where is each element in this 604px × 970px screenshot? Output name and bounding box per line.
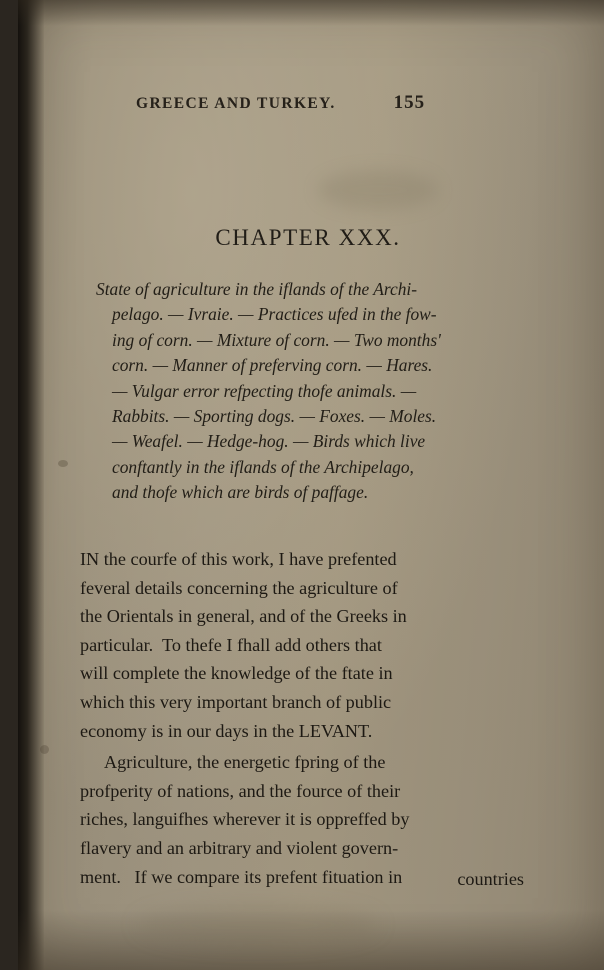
- body-text: [80, 545, 524, 891]
- body-line: profperity of nations, and the fource of their: [80, 780, 401, 801]
- argument-line: corn. — Manner of preferving corn. — Hares.: [112, 355, 433, 376]
- body-line: economy is in our days in the LEVANT.: [80, 720, 373, 741]
- running-head-title: GREECE AND TURKEY.: [136, 95, 336, 112]
- argument-line: and thofe which are birds of paffage.: [112, 482, 369, 503]
- body-line: Agriculture, the energetic fpring of the: [104, 752, 386, 773]
- scanned-page: [18, 0, 604, 970]
- body-line: flavery and an arbitrary and violent govern-: [80, 837, 399, 858]
- argument-line: ing of corn. — Mixture of corn. — Two months': [112, 329, 441, 350]
- page-gutter-shadow: [18, 0, 44, 970]
- page-top-shadow: [18, 0, 604, 26]
- argument-line: conftantly in the iflands of the Archipelago,: [112, 456, 414, 477]
- chapter-heading: CHAPTER XXX.: [215, 225, 401, 250]
- argument-line: pelago. — Ivraie. — Practices ufed in the fow-: [112, 304, 437, 325]
- paragraph-one: [80, 545, 524, 745]
- paper-stain: [318, 170, 438, 210]
- paper-stain: [138, 905, 378, 945]
- paper-speck: [58, 460, 68, 467]
- body-line: IN the courfe of this work, I have prefented: [80, 549, 397, 569]
- body-line: feveral details concerning the agriculture of: [80, 577, 398, 598]
- argument-line: State of agriculture in the iflands of the Archi-: [96, 279, 418, 299]
- body-line: riches, languifhes wherever it is oppreffed by: [80, 809, 410, 830]
- body-line: the Orientals in general, and of the Greeks in: [80, 606, 407, 627]
- argument-line: — Vulgar error refpecting thofe animals. —: [112, 380, 417, 401]
- argument-line: Rabbits. — Sporting dogs. — Foxes. — Moles.: [112, 406, 437, 427]
- catchword: countries: [457, 869, 524, 889]
- running-head: [78, 92, 538, 114]
- chapter-argument: [96, 277, 524, 506]
- paper-speck: [40, 745, 49, 754]
- body-line: particular. To thefe I fhall add others that: [80, 634, 382, 655]
- body-line: will complete the knowledge of the ftate in: [80, 663, 393, 684]
- body-line: which this very important branch of public: [80, 691, 392, 712]
- body-line: ment. If we compare its prefent fituation in: [80, 866, 403, 887]
- argument-line: — Weafel. — Hedge-hog. — Birds which live: [112, 431, 426, 452]
- page-bottom-shadow: [18, 910, 604, 970]
- page-number: 155: [393, 92, 426, 113]
